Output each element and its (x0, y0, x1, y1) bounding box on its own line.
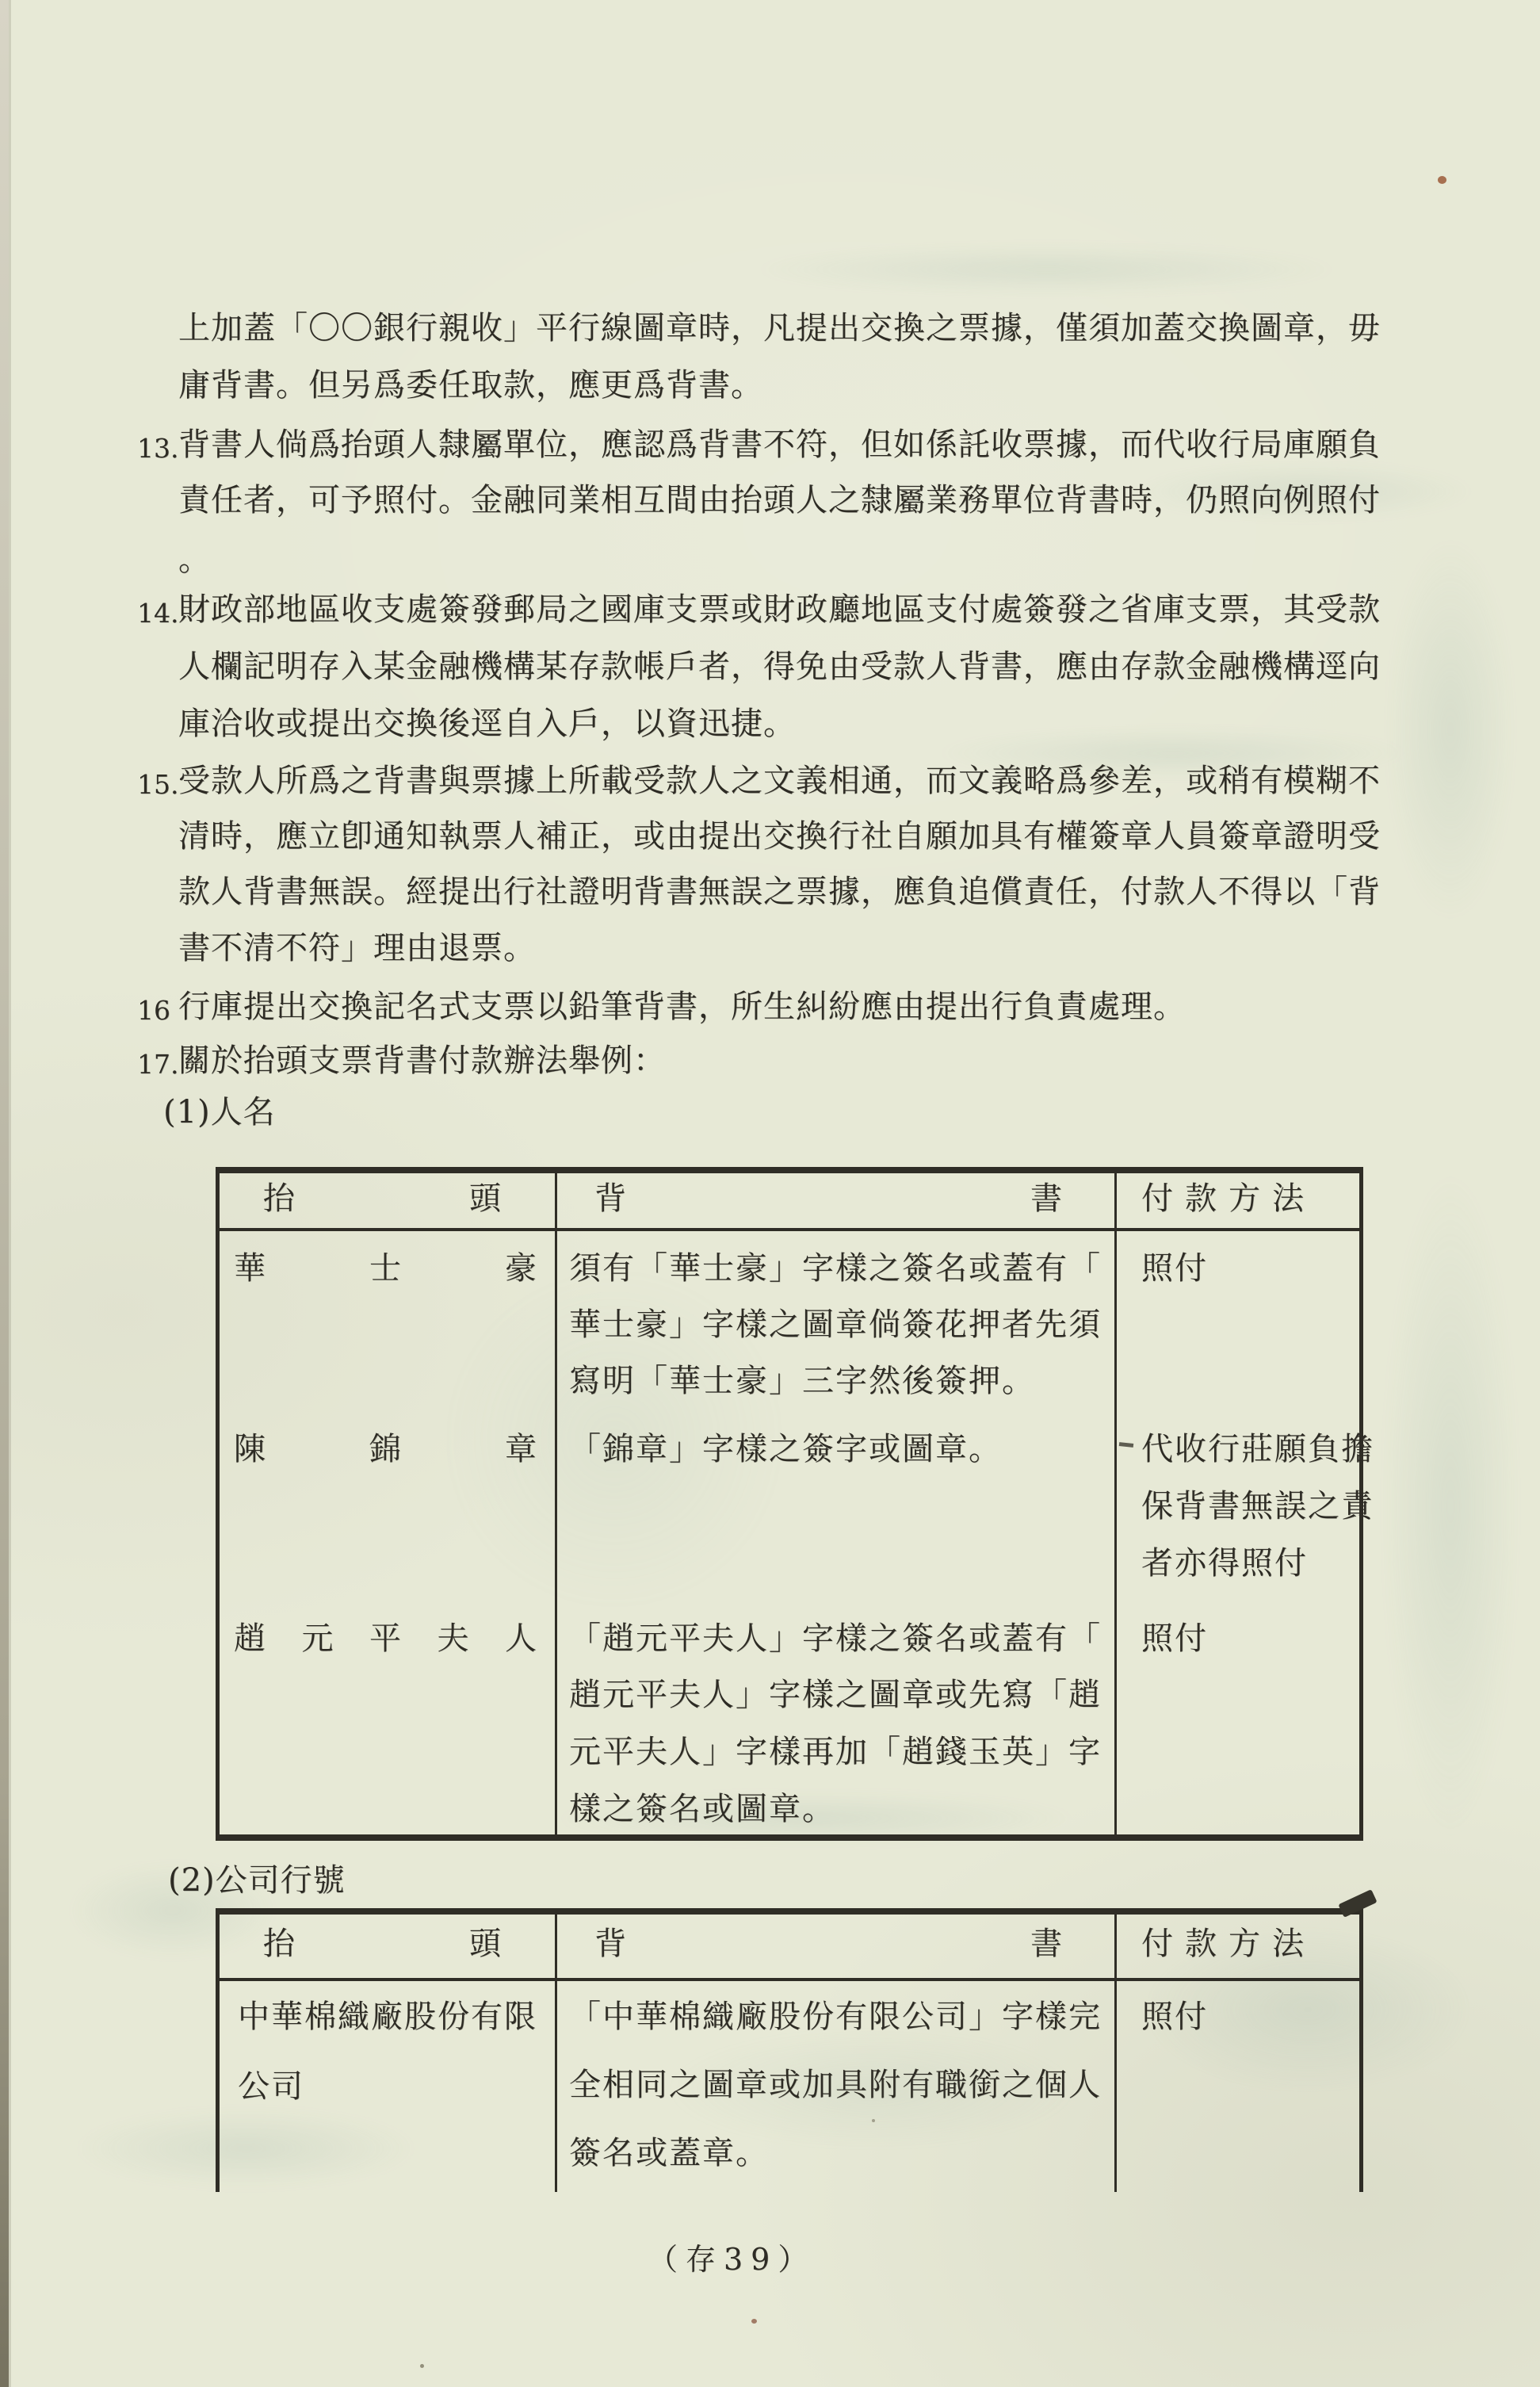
payment-line: 保背書無誤之責 (1141, 1488, 1374, 1524)
text-line (178, 705, 796, 743)
text-line (137, 426, 1381, 464)
line-text: 行庫提出交換記名式支票以鉛筆背書，所生糾紛應由提出行負責處理。 (178, 989, 1186, 1025)
header-char: 抬 (263, 1926, 295, 1962)
payee-char: 錦 (369, 1431, 401, 1467)
payment-line: 者亦得照付 (1141, 1545, 1308, 1582)
header-char: 書 (1030, 1926, 1062, 1962)
person-endorsement-table (216, 1167, 1374, 1841)
line-text: 財政部地區收支處簽發郵局之國庫支票或財政廳地區支付處簽發之省庫支票，其受款 (178, 591, 1381, 628)
table-column-line (555, 1915, 557, 2192)
text-line (137, 988, 1186, 1026)
endorsement-line: 須有「華士豪」字樣之簽名或蓋有「 (569, 1250, 1102, 1287)
line-text: 上加蓋「〇〇銀行親收」平行線圖章時，凡提出交換之票據，僅須加蓋交換圖章，毋 (178, 310, 1381, 346)
table-column-line (1114, 1915, 1117, 2192)
text-line (178, 648, 1381, 686)
payment-line: 照付 (1141, 1999, 1208, 2035)
text-line (178, 873, 1381, 911)
subsection-company-label: (2)公司行號 (168, 1862, 346, 1899)
payee-char: 元 (301, 1620, 334, 1657)
payee-char: 陳 (234, 1431, 266, 1467)
bleed-artifact (1383, 1173, 1518, 1839)
ink-speck (751, 2319, 757, 2324)
endorsement-line: 趙元平夫人」字樣之圖章或先寫「趙 (569, 1677, 1102, 1713)
payee-name (234, 1620, 537, 1658)
payee-char: 夫 (437, 1620, 469, 1657)
bleed-artifact (753, 246, 1339, 293)
endorsement-line: 寫明「華士豪」三字然後簽押。 (569, 1363, 1035, 1399)
endorsement-line: 「中華棉織廠股份有限公司」字樣完 (569, 1999, 1102, 2035)
line-text: 書不清不符」理由退票。 (178, 930, 536, 966)
scan-edge-shadow (9, 0, 11, 2387)
payee-char: 士 (369, 1250, 401, 1287)
table-header-payee (263, 1180, 501, 1218)
table-header-separator (220, 1978, 1359, 1981)
header-char: 抬 (263, 1180, 295, 1217)
table-header-endorsement (594, 1180, 1062, 1218)
payee-char: 人 (505, 1620, 537, 1657)
endorsement-line: 「趙元平夫人」字樣之簽名或蓋有「 (569, 1620, 1102, 1657)
payee-char: 平 (369, 1620, 401, 1657)
payee-name-line: 公司 (238, 2068, 304, 2105)
table-header-payment-method: 付款方法 (1141, 1180, 1316, 1217)
item-number: 15. (137, 769, 179, 800)
line-text: 款人背書無誤。經提出行社證明背書無誤之票據，應負追償責任，付款人不得以「背 (178, 874, 1381, 910)
payee-name-line: 中華棉織廠股份有限 (238, 1999, 537, 2035)
endorsement-line: 華士豪」字樣之圖章倘簽花押者先須 (569, 1306, 1102, 1343)
header-char: 頭 (469, 1926, 501, 1962)
line-text: 受款人所爲之背書與票據上所載受款人之文義相通，而文義略爲參差，或稍有模糊不 (178, 763, 1381, 799)
item-number: 13. (137, 433, 179, 464)
payee-char: 章 (505, 1431, 537, 1467)
line-text: 清時，應立卽通知執票人補正，或由提出交換行社自願加具有權簽章人員簽章證明受 (178, 818, 1381, 855)
table-header-endorsement (594, 1925, 1062, 1963)
line-text: 責任者，可予照付。金融同業相互間由抬頭人之隸屬業務單位背書時，仍照向例照付 (178, 482, 1381, 518)
item-number: 16 (137, 995, 170, 1026)
line-text: 庸背書。但另爲委任取款，應更爲背書。 (178, 367, 763, 404)
line-text: 關於抬頭支票背書付款辦法舉例： (178, 1042, 666, 1079)
subsection-person-label: (1)人名 (163, 1094, 276, 1130)
payee-name (234, 1430, 537, 1468)
endorsement-line: 全相同之圖章或加具附有職銜之個人 (569, 2067, 1102, 2103)
payee-char: 華 (234, 1250, 266, 1287)
line-text: 。 (178, 541, 211, 578)
header-char: 背 (594, 1180, 626, 1217)
payment-line: 代收行莊願負擔 (1141, 1431, 1374, 1467)
page-number-footer: （存39） (648, 2242, 816, 2277)
text-line (178, 481, 1381, 519)
header-char: 書 (1030, 1180, 1062, 1217)
scan-edge-strip (0, 0, 9, 2387)
header-char: 頭 (469, 1180, 501, 1217)
text-line (178, 929, 536, 967)
endorsement-line: 樣之簽名或圖章。 (569, 1791, 835, 1827)
bleed-artifact (1387, 539, 1514, 920)
line-text: 人欄記明存入某金融機構某存款帳戶者，得免由受款人背書，應由存款金融機構逕向 (178, 648, 1381, 685)
text-line (178, 817, 1381, 855)
payee-char: 趙 (234, 1620, 266, 1657)
text-line (137, 1042, 666, 1080)
table-column-line (555, 1173, 557, 1834)
endorsement-line: 簽名或蓋章。 (569, 2135, 769, 2171)
payee-name (234, 1249, 537, 1287)
line-text: 背書人倘爲抬頭人隸屬單位，應認爲背書不符，但如係託收票據，而代收行局庫願負 (178, 427, 1381, 463)
payment-line: 照付 (1141, 1620, 1208, 1657)
ink-speck (420, 2364, 424, 2368)
text-line (178, 541, 211, 579)
text-line (178, 309, 1381, 347)
company-endorsement-table (216, 1908, 1363, 2192)
payment-line: 照付 (1141, 1250, 1208, 1287)
text-line (178, 366, 763, 404)
endorsement-line: 「錦章」字樣之簽字或圖章。 (569, 1431, 1002, 1467)
text-line (137, 591, 1381, 629)
line-text: 庫洽收或提出交換後逕自入戶，以資迅捷。 (178, 706, 796, 742)
item-number: 17. (137, 1049, 179, 1080)
item-number: 14. (137, 598, 179, 629)
table-header-payment-method: 付款方法 (1141, 1926, 1316, 1962)
table-header-payee (263, 1925, 501, 1963)
red-dot-stain (1438, 176, 1446, 184)
endorsement-line: 元平夫人」字樣再加「趙錢玉英」字 (569, 1734, 1102, 1770)
payee-char: 豪 (505, 1250, 537, 1287)
table-column-line (1114, 1173, 1117, 1834)
text-line (137, 762, 1381, 800)
header-char: 背 (594, 1926, 626, 1962)
table-header-separator (220, 1228, 1359, 1231)
